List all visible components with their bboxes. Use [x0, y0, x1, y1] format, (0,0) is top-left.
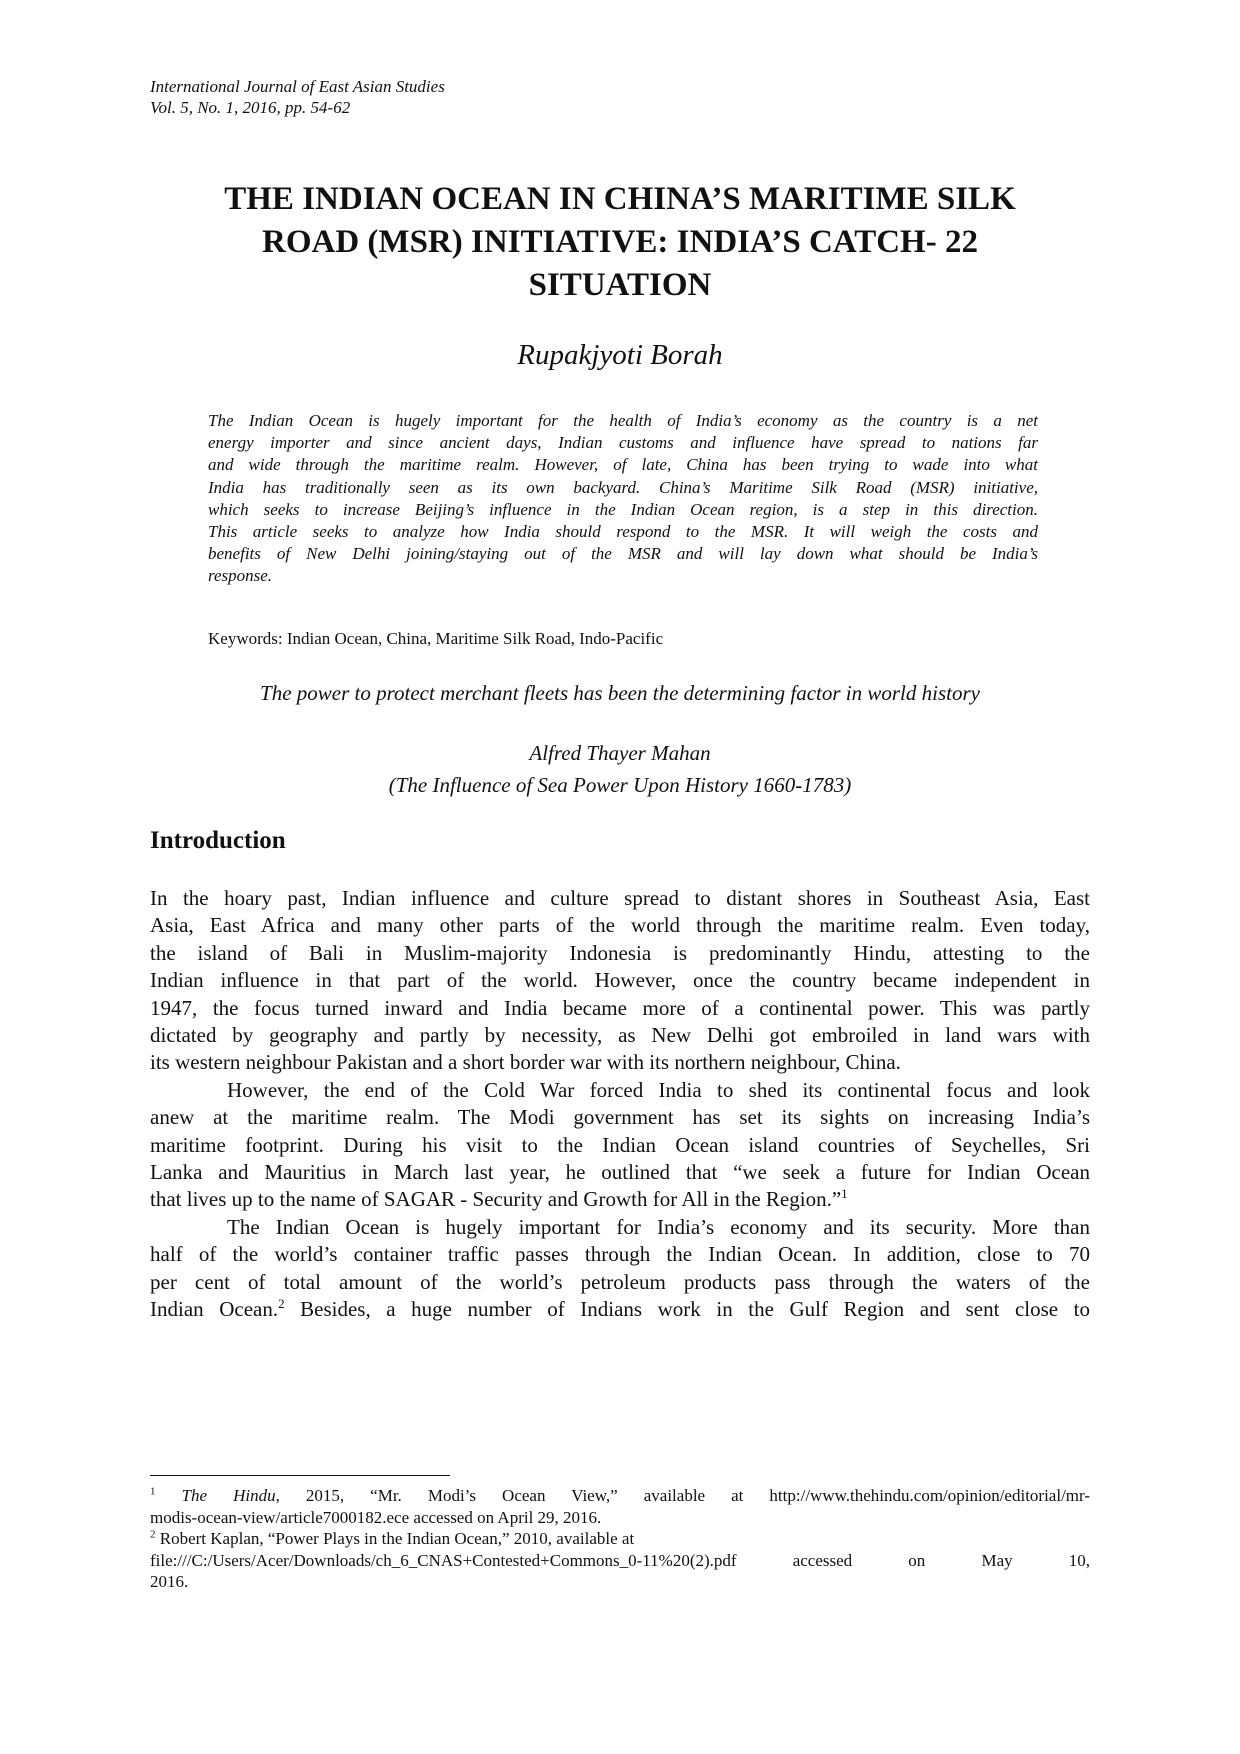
footnotes — [150, 1485, 1090, 1593]
body-line: the island of Bali in Muslim-majority Indonesia is predominantly Hindu, attesting to the — [150, 940, 1090, 965]
footnote-1-cont: modis-ocean-view/article7000182.ece accessed on April 29, 2016. — [150, 1507, 602, 1527]
abstract-line: benefits of New Delhi joining/staying out of the MSR and will lay down what should be India’s — [208, 544, 1038, 564]
abstract-line: energy importer and since ancient days, Indian customs and influence have spread to nations far — [208, 433, 1038, 453]
epigraph-attribution — [150, 737, 1090, 801]
abstract — [208, 410, 1038, 588]
body-line: its western neighbour Pakistan and a short border war with its northern neighbour, China. — [150, 1050, 901, 1075]
body-line: half of the world’s container traffic passes through the Indian Ocean. In addition, close to 70 — [150, 1242, 1090, 1267]
body-line: dictated by geography and partly by necessity, as New Delhi got embroiled in land wars with — [150, 1023, 1090, 1048]
body-text — [150, 885, 1090, 1324]
article-title — [150, 178, 1090, 307]
footnote-source: The Hindu — [181, 1486, 276, 1505]
footnote-divider — [150, 1475, 450, 1476]
author-name: Rupakjyoti Borah — [517, 339, 723, 371]
footnote-1 — [150, 1485, 1090, 1507]
footnote-number: 2 — [150, 1528, 156, 1541]
abstract-line: This article seeks to analyze how India should respond to the MSR. It will weigh the costs and — [208, 522, 1038, 542]
abstract-line: India has traditionally seen as its own backyard. China’s Maritime Silk Road (MSR) initiative, — [208, 477, 1038, 497]
epigraph-quote: The power to protect merchant fleets has been the determining factor in world history — [260, 681, 980, 705]
journal-name: International Journal of East Asian Studies — [150, 77, 445, 96]
epigraph-source: (The Influence of Sea Power Upon History 1660-1783) — [388, 773, 852, 797]
body-line-text: Indian Ocean. — [150, 1297, 279, 1322]
body-line: In the hoary past, Indian influence and culture spread to distant shores in Southeast Asia, East — [150, 886, 1090, 910]
footnote-text: Robert Kaplan, “Power Plays in the Indian Ocean,” 2010, available at — [155, 1529, 635, 1548]
section-heading: Introduction — [150, 827, 286, 854]
journal-issue: Vol. 5, No. 1, 2016, pp. 54-62 — [150, 98, 351, 117]
footnote-2-cont: 2016. — [150, 1572, 189, 1591]
abstract-line: The Indian Ocean is hugely important for the health of India’s economy as the country is a net — [208, 411, 1038, 430]
body-line-text: Besides, a huge number of Indians work in the Gulf Region and sent close to — [284, 1297, 1091, 1322]
abstract-line: and wide through the maritime realm. However, of late, China has been trying to wade into what — [208, 455, 1038, 475]
body-line: maritime footprint. During his visit to the Indian Ocean island countries of Seychelles, Sri — [150, 1132, 1090, 1157]
body-line: However, the end of the Cold War forced India to shed its continental focus and look — [227, 1077, 1090, 1102]
keywords: Keywords: Indian Ocean, China, Maritime Silk Road, Indo-Pacific — [208, 629, 664, 648]
title-line: SITUATION — [528, 267, 712, 303]
footnote-2 — [150, 1528, 1090, 1550]
body-line — [150, 1296, 1090, 1323]
abstract-line: which seeks to increase Beijing’s influence in the Indian Ocean region, is a step in this direction. — [208, 499, 1038, 519]
body-line: Indian influence in that part of the world. However, once the country became independent in — [150, 968, 1090, 993]
body-line: Asia, East Africa and many other parts of the world through the maritime realm. Even today, — [150, 913, 1090, 938]
body-line: Lanka and Mauritius in March last year, he outlined that “we seek a future for Indian Ocean — [150, 1160, 1090, 1185]
footnote-ref[interactable]: 1 — [841, 1186, 848, 1202]
title-line: THE INDIAN OCEAN IN CHINA’S MARITIME SILK — [224, 181, 1016, 217]
body-line: The Indian Ocean is hugely important for India’s economy and its security. More than — [227, 1214, 1090, 1239]
footnote-ref[interactable]: 2 — [278, 1296, 285, 1312]
body-line: 1947, the focus turned inward and India became more of a continental power. This was partly — [150, 995, 1090, 1020]
body-line — [150, 1186, 1090, 1213]
journal-header — [150, 76, 445, 118]
title-line: ROAD (MSR) INITIATIVE: INDIA’S CATCH- 22 — [262, 224, 978, 260]
footnote-number: 1 — [150, 1485, 156, 1498]
footnote-text: , 2015, “Mr. Modi’s Ocean View,” available at http://www.thehindu.com/opinion/editorial/mr- — [275, 1486, 1091, 1505]
abstract-line: response. — [208, 566, 273, 586]
epigraph-author: Alfred Thayer Mahan — [529, 741, 711, 765]
body-line-text: that lives up to the name of SAGAR - Security and Growth for All in the Region.” — [150, 1187, 842, 1212]
footnote-2-cont: file:///C:/Users/Acer/Downloads/ch_6_CNAS+Contested+Commons_0-11%20(2).pdf accessed on May 10, — [150, 1550, 1090, 1570]
body-line: anew at the maritime realm. The Modi government has set its sights on increasing India’s — [150, 1105, 1090, 1130]
body-line: per cent of total amount of the world’s petroleum products pass through the waters of the — [150, 1269, 1090, 1294]
